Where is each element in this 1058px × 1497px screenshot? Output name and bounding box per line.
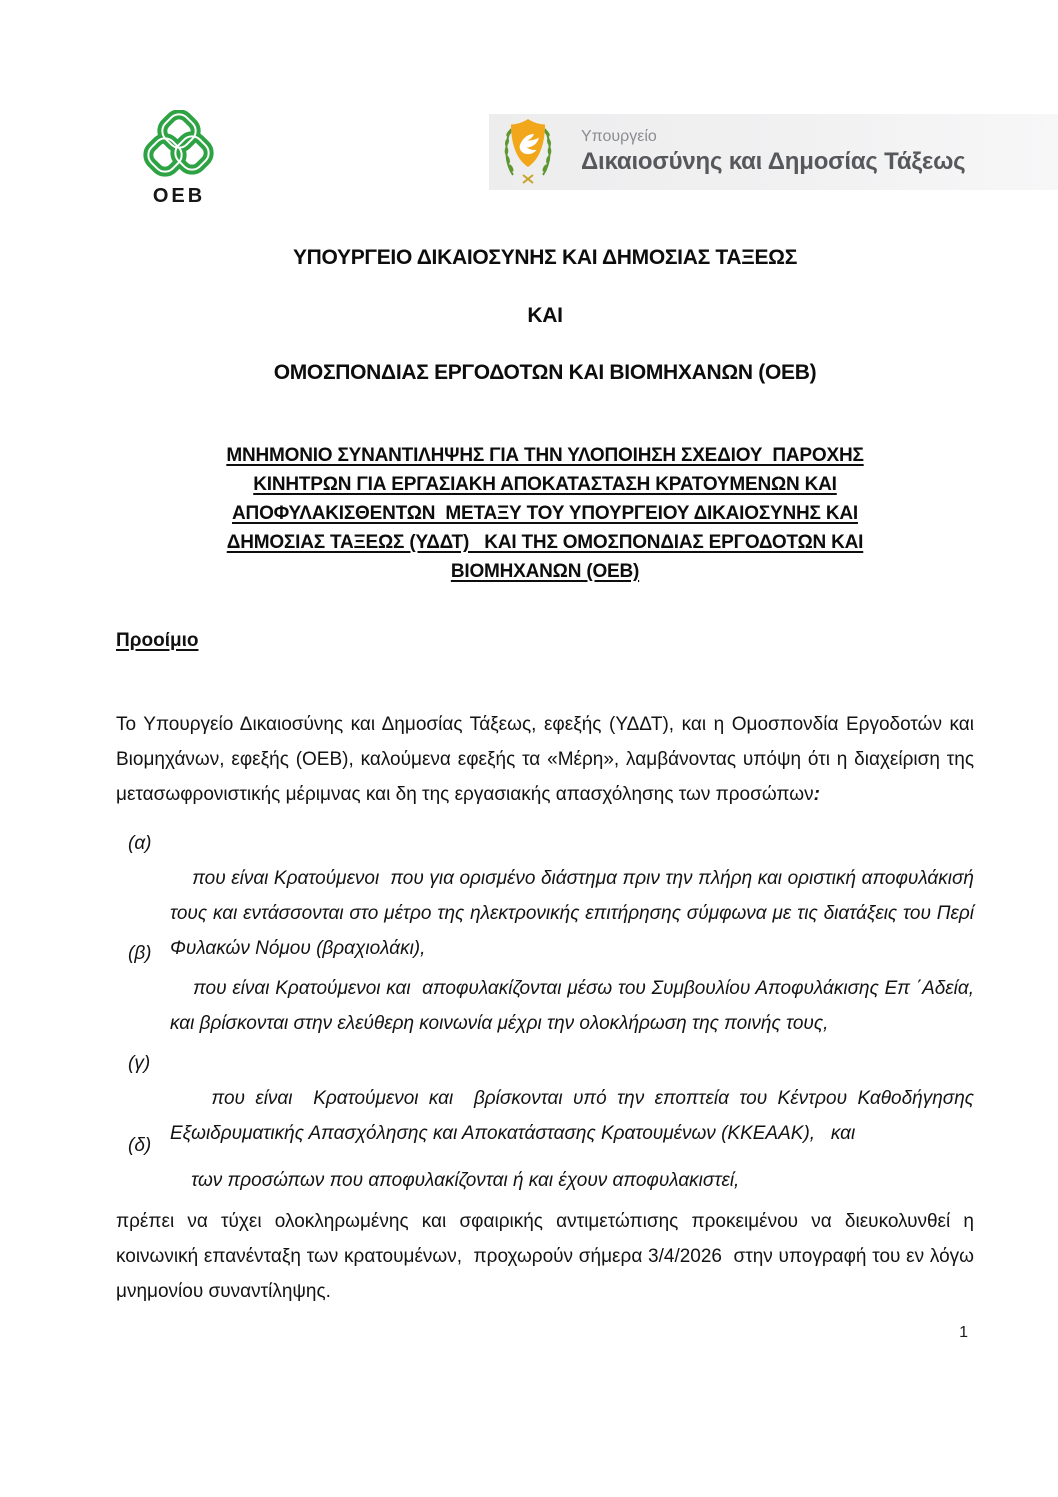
- list-marker: (β): [128, 943, 152, 964]
- list-item-text: των προσώπων που αποφυλακίζονται ή και έχουν αποφυλακιστεί,: [191, 1170, 740, 1191]
- memo-heading-line: ΔΗΜΟΣΙΑΣ ΤΑΞΕΩΣ (ΥΔΔΤ) ΚΑΙ ΤΗΣ ΟΜΟΣΠΟΝΔΙΑΣ ΕΡΓΟΔΟΤΩΝ ΚΑΙ: [226, 532, 864, 553]
- page-number: 1: [959, 1324, 968, 1341]
- preamble-intro-colon: :: [813, 784, 820, 805]
- preamble-heading: Προοίμιο: [116, 630, 199, 651]
- list-item-text: που είναι Κρατούμενοι και αποφυλακίζονται μέσω του Συμβουλίου Αποφυλάκισης Επ ΄Αδεία, και βρίσκονται στην ελεύθερη κοινωνία μέχρι την ολοκλήρωση της ποινής τους,: [170, 978, 980, 1034]
- ministry-banner: [489, 114, 1058, 190]
- memo-heading: [116, 441, 974, 586]
- preamble-intro-paragraph: [116, 707, 980, 812]
- memo-heading-line: ΚΙΝΗΤΡΩΝ ΓΙΑ ΕΡΓΑΣΙΑΚΗ ΑΠΟΚΑΤΑΣΤΑΣΗ ΚΡΑΤΟΥΜΕΝΩΝ ΚΑΙ: [253, 474, 837, 495]
- doc-title-line3: ΟΜΟΣΠΟΝΔΙΑΣ ΕΡΓΟΔΟΤΩΝ ΚΑΙ ΒΙΟΜΗΧΑΝΩΝ (ΟΕΒ): [273, 361, 817, 384]
- closing-paragraph: πρέπει να τύχει ολοκληρωμένης και σφαιρικής αντιμετώπισης προκειμένου να διευκολυνθεί η κοινωνική επανένταξη των κρατουμένων, προχωρούν σήμερα 3/4/2026 στην υπογραφή του εν λόγω μνημονίου συναντίληψης.: [116, 1211, 980, 1302]
- oeb-logo-label: OEB: [152, 185, 206, 207]
- list-marker: (δ): [128, 1135, 152, 1156]
- memo-heading-line: ΒΙΟΜΗΧΑΝΩΝ (ΟΕΒ): [450, 561, 640, 582]
- preamble-intro-text: Το Υπουργείο Δικαιοσύνης και Δημοσίας Τάξεως, εφεξής (ΥΔΔΤ), και η Ομοσπονδία Εργοδοτών και Βιομηχάνων, εφεξής (ΟΕΒ), καλούμενα εφεξής τα «Μέρη», λαμβάνοντας υπόψη ότι η διαχείριση της μετασωφρονιστικής μέριμνας και δη της εργασιακής απασχόλησης των προσώπων: [116, 714, 980, 805]
- ministry-title-line1: Υπουργείο: [581, 128, 657, 145]
- interlocking-rings-icon: [137, 110, 221, 182]
- list-marker: (α): [128, 833, 152, 854]
- cyprus-coat-of-arms-icon: [499, 117, 557, 187]
- list-item-text: που είναι Κρατούμενοι και βρίσκονται υπό την εποπτεία του Κέντρου Καθοδήγησης Εξωιδρυματικής Απασχόλησης και Αποκατάστασης Κρατουμένων (ΚΚΕΑΑΚ), και: [170, 1088, 980, 1144]
- ministry-title: [581, 127, 965, 177]
- doc-title-line2: ΚΑΙ: [527, 304, 563, 327]
- oeb-logo: [133, 110, 225, 208]
- list-marker: (γ): [128, 1053, 151, 1074]
- ministry-title-line2: Δικαιοσύνης και Δημοσίας Τάξεως: [581, 148, 966, 175]
- memo-heading-line: ΜΝΗΜΟΝΙΟ ΣΥΝΑΝΤΙΛΗΨΗΣ ΓΙΑ ΤΗΝ ΥΛΟΠΟΙΗΣΗ ΣΧΕΔΙΟΥ ΠΑΡΟΧΗΣ: [226, 445, 864, 466]
- doc-title-line1: ΥΠΟΥΡΓΕΙΟ ΔΙΚΑΙΟΣΥΝΗΣ ΚΑΙ ΔΗΜΟΣΙΑΣ ΤΑΞΕΩΣ: [292, 246, 798, 269]
- memo-heading-line: ΑΠΟΦΥΛΑΚΙΣΘΕΝΤΩΝ ΜΕΤΑΞΥ ΤΟΥ ΥΠΟΥΡΓΕΙΟΥ ΔΙΚΑΙΟΣΥΝΗΣ ΚΑΙ: [232, 503, 858, 524]
- list-item-text: που είναι Κρατούμενοι που για ορισμένο διάστημα πριν την πλήρη και οριστική αποφυλάκισή τους και εντάσσονται στο μέτρο της ηλεκτρονικής επιτήρησης σύμφωνα με τις διατάξεις του Περί Φυλακών Νόμου (βραχιολάκι),: [170, 868, 980, 959]
